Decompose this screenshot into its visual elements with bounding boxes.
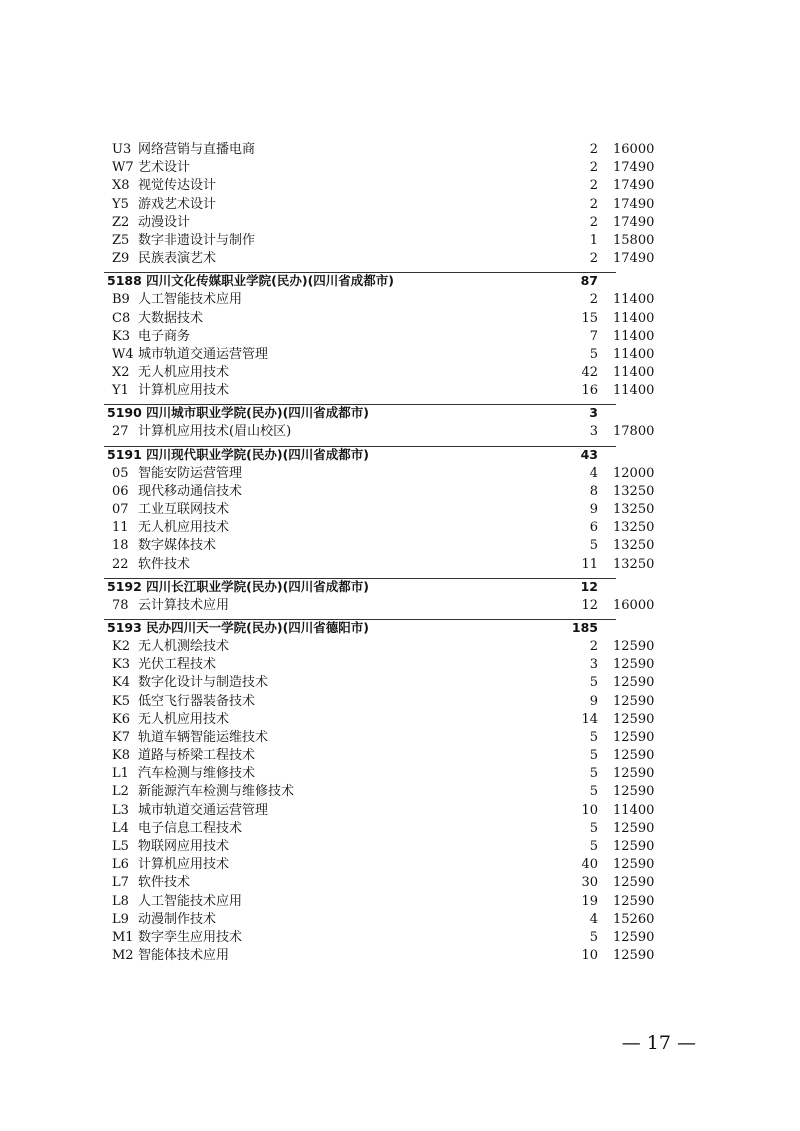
major-row [0, 638, 800, 656]
major-plan-count: 16 [581, 383, 598, 399]
major-name: 无人机应用技术 [138, 520, 230, 536]
major-tuition: 12590 [613, 893, 655, 909]
major-tuition: 13250 [613, 556, 655, 572]
major-plan-count: 42 [581, 365, 598, 381]
major-row [0, 711, 800, 729]
major-tuition: 17490 [613, 251, 655, 267]
major-name: 光伏工程技术 [138, 657, 217, 673]
major-name: 云计算技术应用 [138, 597, 230, 613]
major-tuition: 12590 [613, 948, 655, 964]
major-row [0, 783, 800, 801]
major-name: 电子信息工程技术 [138, 820, 243, 836]
major-plan-count: 4 [589, 465, 598, 481]
major-code: 11 [112, 520, 129, 536]
major-plan-count: 15 [581, 310, 598, 326]
major-plan-count: 2 [589, 214, 598, 230]
major-tuition: 17490 [613, 196, 655, 212]
major-row [0, 465, 800, 483]
major-name: 人工智能技术应用 [138, 893, 243, 909]
major-plan-count: 10 [581, 802, 598, 818]
major-row [0, 483, 800, 501]
major-plan-count: 5 [589, 675, 598, 691]
major-tuition: 16000 [613, 142, 655, 157]
major-name: 轨道车辆智能运维技术 [138, 729, 269, 745]
major-row [0, 765, 800, 783]
major-code: L4 [112, 820, 129, 836]
school-total-plan: 185 [571, 619, 598, 635]
major-plan-count: 19 [581, 893, 598, 909]
major-row [0, 328, 800, 346]
major-name: 城市轨道交通运营管理 [138, 346, 269, 362]
enrollment-table [0, 141, 800, 965]
major-code: L3 [112, 802, 129, 818]
major-tuition: 12590 [613, 766, 655, 782]
school-header [0, 618, 800, 638]
major-tuition: 17490 [613, 214, 655, 230]
major-tuition: 15260 [613, 911, 655, 927]
major-tuition: 17800 [613, 424, 655, 440]
major-tuition: 17490 [613, 178, 655, 194]
major-name: 大数据技术 [138, 310, 204, 326]
major-tuition: 12590 [613, 748, 655, 764]
major-tuition: 17490 [613, 160, 655, 176]
major-tuition: 12000 [613, 465, 655, 481]
major-name: 工业互联网技术 [138, 502, 230, 517]
major-row [0, 346, 800, 364]
major-code: L9 [112, 911, 129, 927]
major-row [0, 929, 800, 947]
major-plan-count: 2 [589, 251, 598, 267]
major-tuition: 11400 [613, 802, 655, 818]
major-tuition: 12590 [613, 857, 655, 873]
major-name: 智能安防运营管理 [138, 465, 243, 481]
major-tuition: 12590 [613, 693, 655, 709]
major-tuition: 13250 [613, 538, 655, 554]
major-tuition: 16000 [613, 597, 655, 613]
major-tuition: 11400 [613, 292, 655, 308]
major-row [0, 537, 800, 555]
school-header [0, 271, 800, 291]
major-name: 计算机应用技术 [138, 383, 230, 399]
major-code: Y5 [112, 196, 129, 212]
school-name: 5191 四川现代职业学院(民办)(四川省成都市) [107, 446, 369, 462]
major-tuition: 12590 [613, 929, 655, 945]
major-plan-count: 5 [589, 766, 598, 782]
major-plan-count: 5 [589, 748, 598, 764]
major-plan-count: 5 [589, 729, 598, 745]
major-plan-count: 3 [589, 424, 598, 440]
major-name: 艺术设计 [138, 160, 191, 176]
major-code: 05 [112, 465, 129, 481]
major-code: M1 [112, 929, 134, 945]
school-total-plan: 3 [589, 405, 598, 421]
major-code: K6 [112, 711, 130, 727]
major-plan-count: 1 [589, 232, 598, 248]
major-tuition: 11400 [613, 365, 655, 381]
major-tuition: 12590 [613, 729, 655, 745]
major-code: 22 [112, 556, 129, 572]
major-row [0, 291, 800, 309]
major-code: X2 [112, 365, 130, 381]
major-row [0, 856, 800, 874]
major-code: B9 [112, 292, 130, 308]
major-row [0, 519, 800, 537]
school-name: 5188 四川文化传媒职业学院(民办)(四川省成都市) [107, 273, 394, 289]
school-total-plan: 12 [580, 578, 598, 594]
major-tuition: 12590 [613, 875, 655, 891]
major-name: 计算机应用技术 [138, 857, 230, 873]
major-name: 动漫设计 [138, 214, 191, 230]
major-plan-count: 2 [589, 142, 598, 157]
major-code: K5 [112, 693, 130, 709]
school-total-plan: 43 [580, 446, 598, 462]
major-row [0, 310, 800, 328]
major-row [0, 141, 800, 159]
major-row [0, 196, 800, 214]
major-row [0, 656, 800, 674]
major-code: K3 [112, 328, 130, 344]
major-row [0, 250, 800, 268]
major-row [0, 364, 800, 382]
major-tuition: 13250 [613, 483, 655, 499]
major-plan-count: 2 [589, 292, 598, 308]
major-code: K8 [112, 748, 130, 764]
major-row [0, 802, 800, 820]
major-row [0, 423, 800, 441]
major-code: 07 [112, 502, 129, 517]
major-tuition: 12590 [613, 820, 655, 836]
major-tuition: 12590 [613, 675, 655, 691]
major-code: 27 [112, 424, 129, 440]
major-tuition: 11400 [613, 310, 655, 326]
major-name: 网络营销与直播电商 [138, 142, 256, 157]
major-row [0, 214, 800, 232]
school-header [0, 577, 800, 597]
school-name: 5193 民办四川天一学院(民办)(四川省德阳市) [107, 619, 369, 635]
major-code: L5 [112, 839, 129, 854]
major-row [0, 159, 800, 177]
major-plan-count: 6 [589, 520, 598, 536]
major-name: 无人机应用技术 [138, 365, 230, 381]
major-code: L1 [112, 766, 129, 782]
major-name: 计算机应用技术(眉山校区) [138, 424, 292, 440]
major-code: K4 [112, 675, 130, 691]
major-code: 78 [112, 597, 129, 613]
major-code: 06 [112, 483, 129, 499]
major-row [0, 674, 800, 692]
major-name: 数字化设计与制造技术 [138, 675, 269, 691]
major-name: 物联网应用技术 [138, 839, 230, 854]
major-name: 道路与桥梁工程技术 [138, 748, 256, 764]
major-plan-count: 30 [581, 875, 598, 891]
major-row [0, 947, 800, 965]
major-code: W7 [112, 160, 134, 176]
major-plan-count: 7 [589, 328, 598, 344]
major-name: 汽车检测与维修技术 [138, 766, 256, 782]
major-row [0, 501, 800, 519]
major-row [0, 874, 800, 892]
major-tuition: 13250 [613, 520, 655, 536]
major-row [0, 693, 800, 711]
major-code: K7 [112, 729, 130, 745]
school-header [0, 445, 800, 465]
major-row [0, 820, 800, 838]
major-plan-count: 5 [589, 784, 598, 800]
major-tuition: 11400 [613, 383, 655, 399]
major-plan-count: 3 [589, 657, 598, 673]
major-row [0, 232, 800, 250]
major-code: M2 [112, 948, 134, 964]
major-tuition: 12590 [613, 839, 655, 854]
major-code: K3 [112, 657, 130, 673]
major-code: L8 [112, 893, 129, 909]
major-name: 软件技术 [138, 556, 191, 572]
major-tuition: 12590 [613, 657, 655, 673]
major-plan-count: 2 [589, 638, 598, 654]
major-code: L7 [112, 875, 129, 891]
major-row [0, 729, 800, 747]
major-name: 民族表演艺术 [138, 251, 217, 267]
major-plan-count: 14 [581, 711, 598, 727]
major-name: 智能体技术应用 [138, 948, 230, 964]
major-plan-count: 4 [589, 911, 598, 927]
major-name: 电子商务 [138, 328, 191, 344]
major-name: 数字非遗设计与制作 [138, 232, 256, 248]
major-plan-count: 9 [589, 693, 598, 709]
major-plan-count: 2 [589, 160, 598, 176]
major-name: 人工智能技术应用 [138, 292, 243, 308]
major-code: K2 [112, 638, 130, 654]
major-row [0, 838, 800, 856]
major-code: Y1 [112, 383, 129, 399]
major-name: 低空飞行器装备技术 [138, 693, 256, 709]
school-name: 5190 四川城市职业学院(民办)(四川省成都市) [107, 405, 369, 421]
major-code: L6 [112, 857, 129, 873]
major-name: 游戏艺术设计 [138, 196, 217, 212]
major-name: 视觉传达设计 [138, 178, 217, 194]
major-tuition: 12590 [613, 638, 655, 654]
major-plan-count: 5 [589, 929, 598, 945]
major-plan-count: 40 [581, 857, 598, 873]
major-plan-count: 9 [589, 502, 598, 517]
major-name: 数字孪生应用技术 [138, 929, 243, 945]
major-name: 无人机测绘技术 [138, 638, 230, 654]
school-total-plan: 87 [580, 273, 598, 289]
major-code: C8 [112, 310, 131, 326]
major-name: 无人机应用技术 [138, 711, 230, 727]
school-header [0, 403, 800, 423]
major-code: U3 [112, 142, 132, 157]
major-name: 软件技术 [138, 875, 191, 891]
major-name: 新能源汽车检测与维修技术 [138, 784, 295, 800]
major-row [0, 893, 800, 911]
major-plan-count: 10 [581, 948, 598, 964]
major-row [0, 382, 800, 400]
major-code: W4 [112, 346, 134, 362]
major-plan-count: 2 [589, 196, 598, 212]
school-name: 5192 四川长江职业学院(民办)(四川省成都市) [107, 578, 369, 594]
major-tuition: 11400 [613, 346, 655, 362]
major-code: L2 [112, 784, 129, 800]
major-plan-count: 2 [589, 178, 598, 194]
major-row [0, 597, 800, 615]
major-code: 18 [112, 538, 129, 554]
major-tuition: 13250 [613, 502, 655, 517]
major-name: 现代移动通信技术 [138, 483, 243, 499]
page-number: — 17 — [621, 1032, 696, 1054]
major-tuition: 15800 [613, 232, 655, 248]
major-tuition: 11400 [613, 328, 655, 344]
major-plan-count: 12 [581, 597, 598, 613]
major-code: Z2 [112, 214, 130, 230]
major-code: Z5 [112, 232, 130, 248]
major-row [0, 747, 800, 765]
major-code: X8 [112, 178, 130, 194]
major-row [0, 556, 800, 574]
major-name: 动漫制作技术 [138, 911, 217, 927]
major-plan-count: 5 [589, 820, 598, 836]
major-plan-count: 5 [589, 839, 598, 854]
major-plan-count: 11 [581, 556, 598, 572]
major-row [0, 177, 800, 195]
major-plan-count: 8 [589, 483, 598, 499]
major-code: Z9 [112, 251, 130, 267]
major-plan-count: 5 [589, 538, 598, 554]
major-tuition: 12590 [613, 711, 655, 727]
major-tuition: 12590 [613, 784, 655, 800]
major-row [0, 911, 800, 929]
major-name: 数字媒体技术 [138, 538, 217, 554]
major-name: 城市轨道交通运营管理 [138, 802, 269, 818]
major-plan-count: 5 [589, 346, 598, 362]
